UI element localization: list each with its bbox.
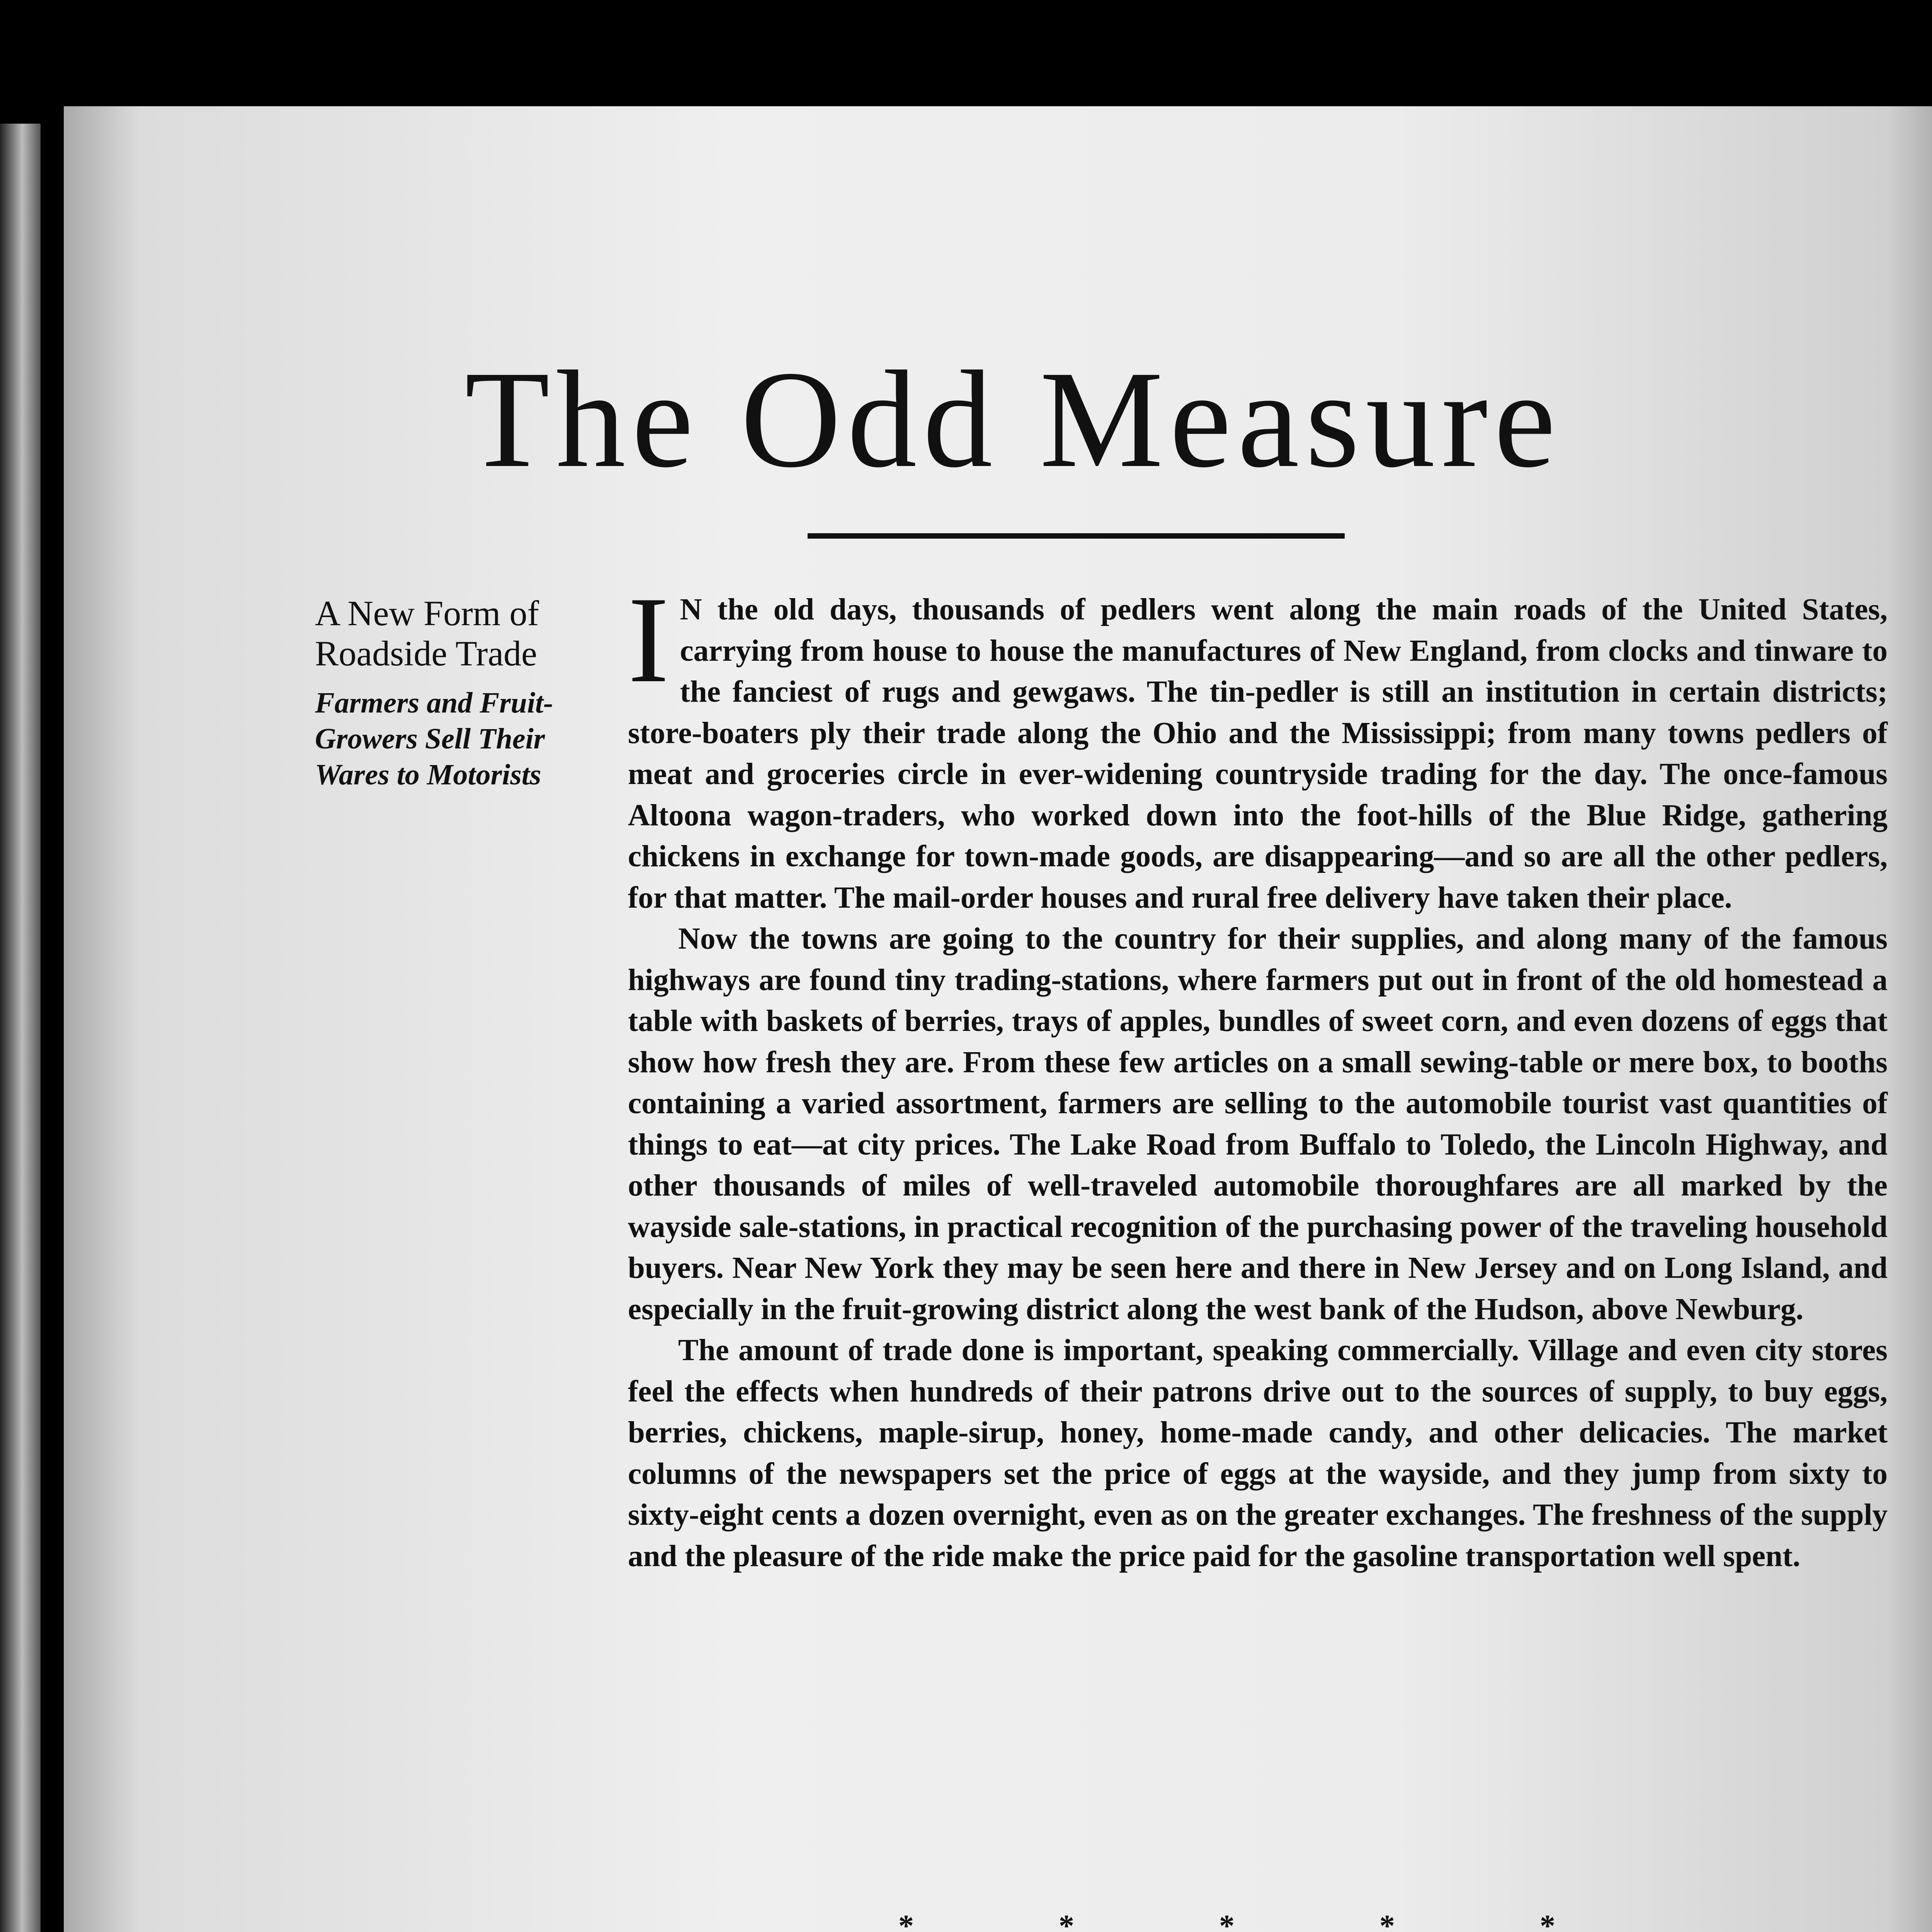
title-rule bbox=[808, 533, 1345, 539]
section-separator bbox=[898, 1909, 1555, 1932]
separator-star: * bbox=[1540, 1909, 1555, 1932]
section1-paragraph-2: Now the towns are going to the country for their supplies, and along many of the famous highways are found tiny trading-stations, where farmers put out in front of the old homestead a table with baskets of berries, trays of apples, bundles of sweet corn, and even dozens of eggs that show how fresh they are. From these few articles on a small sewing-table or mere box, to booths containing a varied assortment, farmers are selling to the automobile tourist vast quantities of things to eat—at city prices. The Lake Road from Buffalo to Toledo, the Lincoln Highway, and other thousands of miles of well-traveled automobile thoroughfares are all marked by the wayside sale-stations, in practical recognition of the purchasing power of the traveling household buyers. Near New York they may be seen here and there in New Jersey and on Long Island, and especially in the fruit-growing district along the west bank of the Hudson, above Newburg. bbox=[628, 922, 1888, 1326]
section1-body bbox=[628, 571, 1888, 1577]
separator-star: * bbox=[1059, 1909, 1074, 1932]
magazine-page bbox=[64, 106, 1932, 1932]
separator-star: * bbox=[898, 1909, 914, 1932]
section1-subheading: Farmers and Fruit-Growers Sell Their Wares to Motorists bbox=[315, 687, 553, 791]
section1-drop-cap: I bbox=[628, 571, 669, 708]
page-title: The Odd Measure bbox=[464, 342, 1562, 496]
separator-star: * bbox=[1219, 1909, 1235, 1932]
section1-paragraph-1-text: N the old days, thousands of pedlers went along the main roads of the United States, carrying from house to house the manufactures of New England, from clocks and tinware to the fanciest of rugs and gewgaws. The tin-pedler is still an institution in certain districts; store-boaters ply their trade along the Ohio and the Mississippi; from many towns pedlers of meat and groceries circle in ever-widening countryside trading for the day. The once-famous Altoona wagon-traders, who worked down into the foot-hills of the Blue Ridge, gathering chickens in exchange for town-made goods, are disappearing—and so are all the other pedlers, for that matter. The mail-order houses and rural free delivery have taken their place. bbox=[628, 593, 1888, 915]
section1-sidebar bbox=[315, 593, 663, 793]
section1-paragraph-3: The amount of trade done is important, speaking commercially. Village and even city stores feel the effects when hundreds of their patrons drive out to the sources of supply, to buy eggs, berries, chickens, maple-sirup, honey, home-made candy, and other delicacies. The market columns of the newspapers set the price of eggs at the wayside, and they jump from sixty to sixty-eight cents a dozen overnight, even as on the greater exchanges. The freshness of the supply and the pleasure of the ride make the price paid for the gasoline transportation well spent. bbox=[628, 1333, 1888, 1573]
separator-star: * bbox=[1379, 1909, 1395, 1932]
adjacent-page-edge bbox=[0, 124, 41, 1932]
section1-paragraph-1 bbox=[628, 571, 1888, 918]
section1-heading: A New Form of Roadside Trade bbox=[315, 594, 539, 673]
